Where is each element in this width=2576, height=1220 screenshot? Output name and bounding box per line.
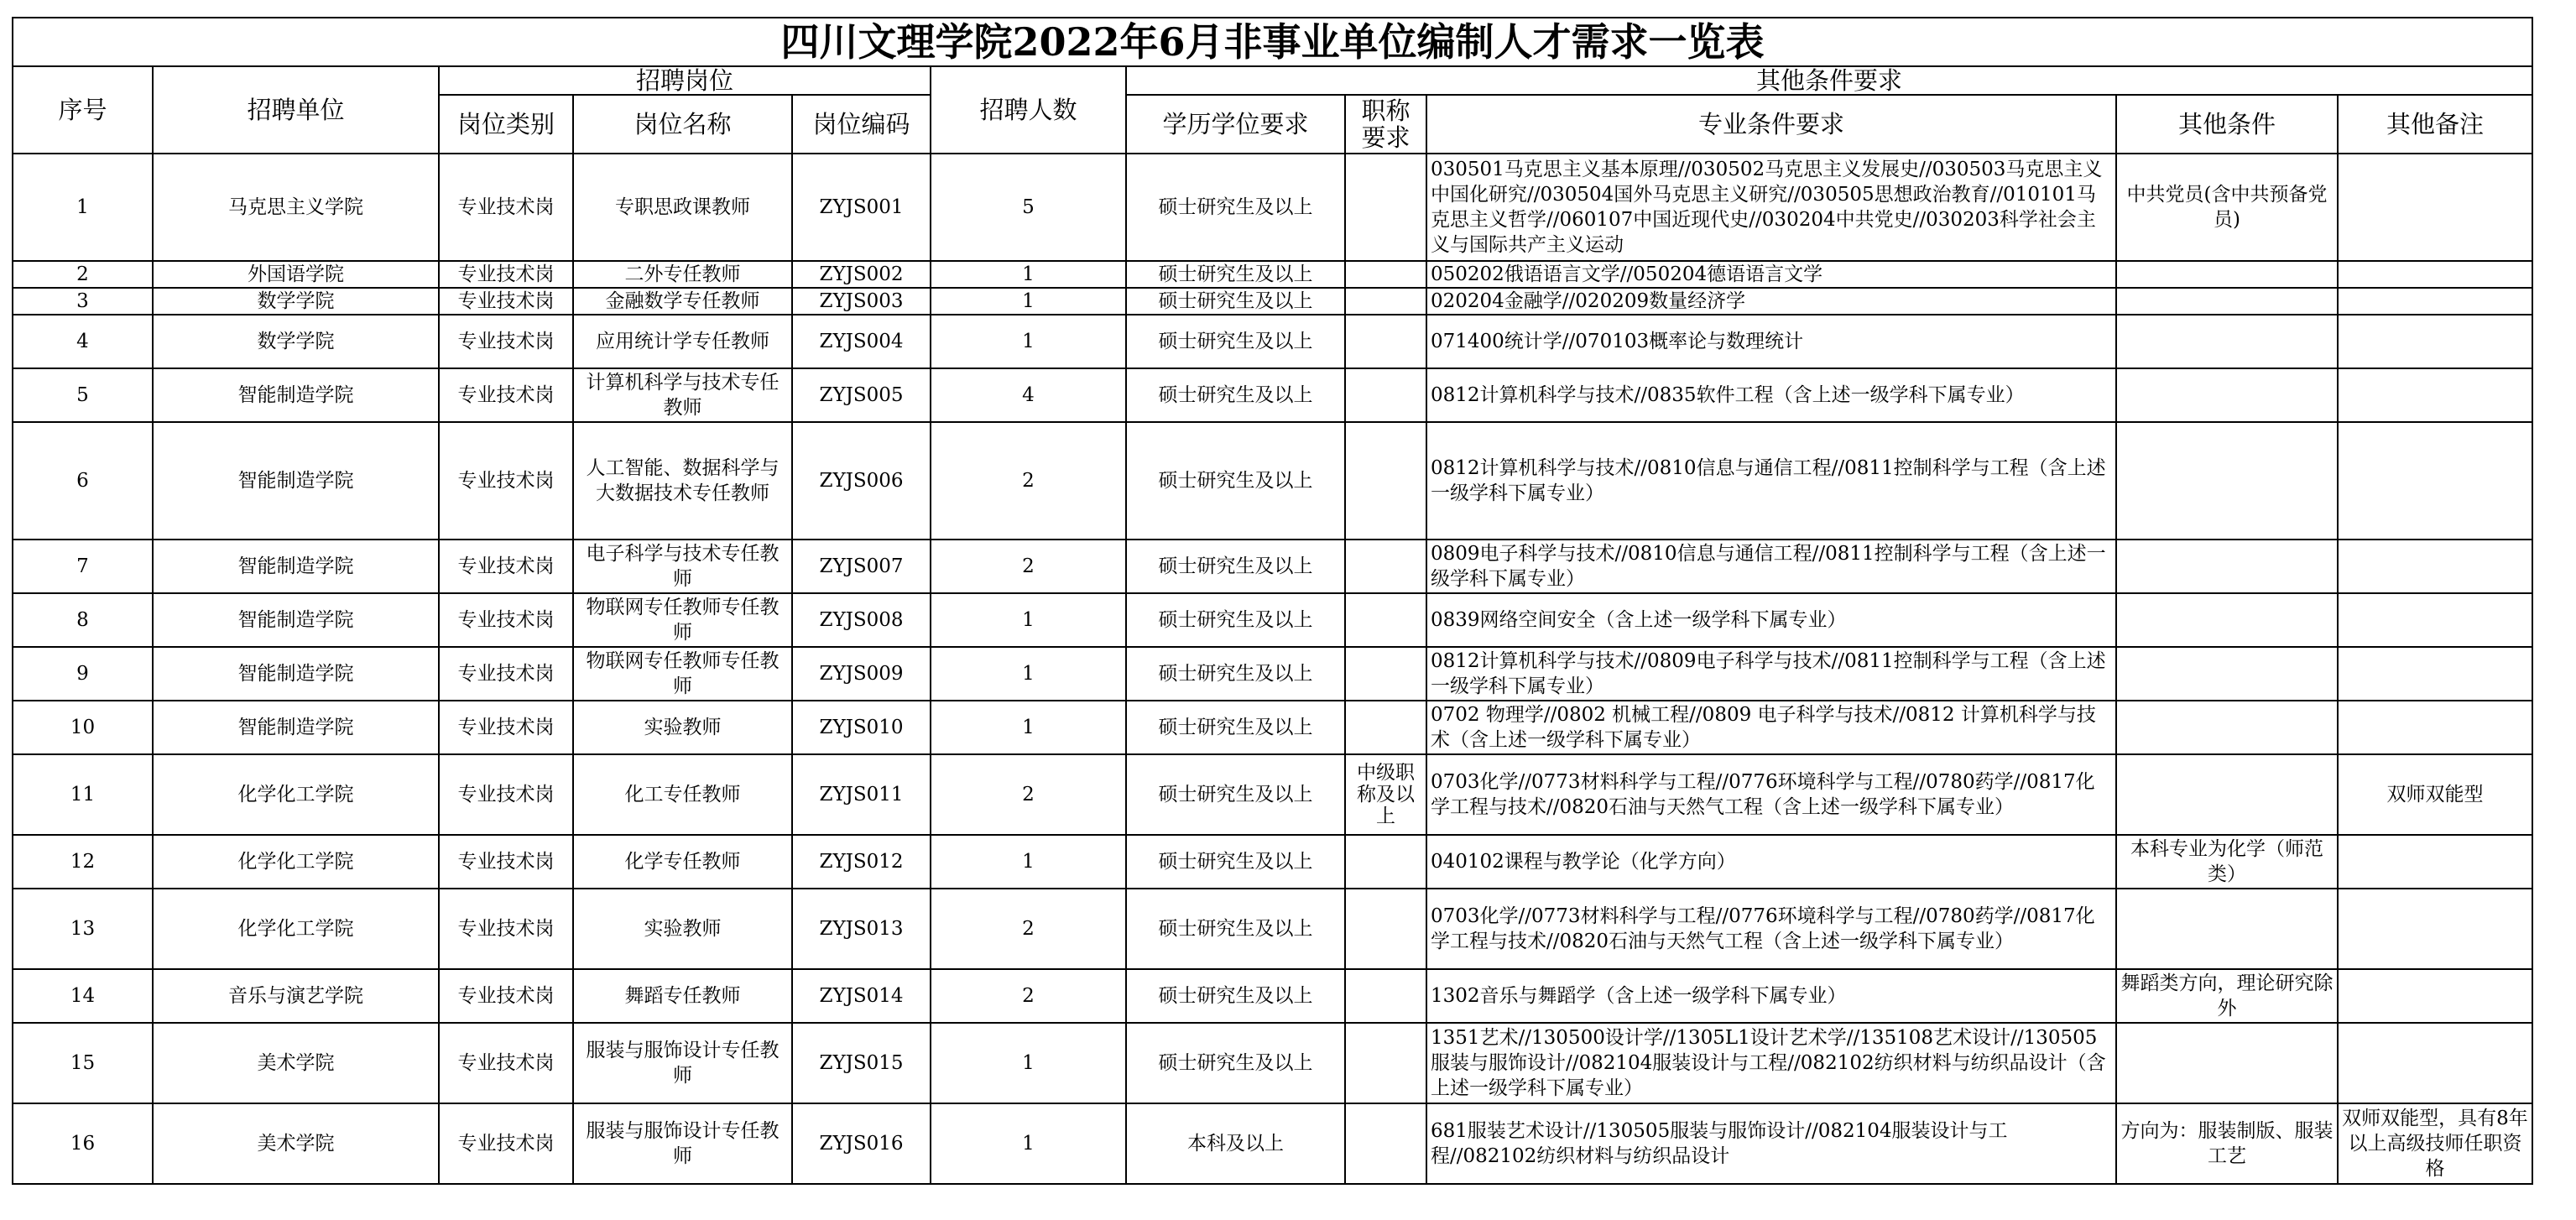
cell-unit: 智能制造学院	[153, 368, 439, 422]
cell-other	[2116, 1023, 2338, 1103]
cell-post-code: ZYJS013	[792, 889, 931, 969]
cell-education: 硕士研究生及以上	[1126, 593, 1345, 647]
table-row	[13, 261, 2532, 288]
cell-unit: 智能制造学院	[153, 593, 439, 647]
table-row	[13, 593, 2532, 647]
cell-education: 硕士研究生及以上	[1126, 368, 1345, 422]
cell-education: 本科及以上	[1126, 1103, 1345, 1184]
cell-unit: 数学学院	[153, 288, 439, 315]
cell-count: 1	[931, 288, 1126, 315]
cell-remarks	[2338, 701, 2532, 754]
cell-other: 中共党员(含中共预备党员)	[2116, 154, 2338, 261]
cell-count: 1	[931, 315, 1126, 368]
cell-count: 5	[931, 154, 1126, 261]
cell-major: 050202俄语语言文学//050204德语语言文学	[1426, 261, 2116, 288]
cell-category: 专业技术岗	[439, 593, 573, 647]
cell-major: 681服装艺术设计//130505服装与服饰设计//082104服装设计与工程//082102纺织材料与纺织品设计	[1426, 1103, 2116, 1184]
cell-major: 071400统计学//070103概率论与数理统计	[1426, 315, 2116, 368]
cell-post-name: 金融数学专任教师	[573, 288, 792, 315]
cell-unit: 智能制造学院	[153, 422, 439, 540]
cell-remarks: 双师双能型	[2338, 754, 2532, 835]
table-row	[13, 647, 2532, 701]
header-count: 招聘人数	[931, 66, 1126, 154]
header-title-req: 职称要求	[1345, 95, 1426, 154]
requirements-table	[12, 17, 2533, 1185]
cell-no: 6	[13, 422, 153, 540]
cell-count: 1	[931, 647, 1126, 701]
cell-title-req	[1345, 315, 1426, 368]
cell-other	[2116, 889, 2338, 969]
cell-count: 1	[931, 701, 1126, 754]
cell-post-code: ZYJS011	[792, 754, 931, 835]
cell-no: 10	[13, 701, 153, 754]
cell-category: 专业技术岗	[439, 969, 573, 1023]
cell-count: 2	[931, 754, 1126, 835]
cell-remarks	[2338, 889, 2532, 969]
cell-category: 专业技术岗	[439, 422, 573, 540]
cell-education: 硕士研究生及以上	[1126, 154, 1345, 261]
cell-no: 1	[13, 154, 153, 261]
header-other-group: 其他条件要求	[1126, 66, 2532, 95]
cell-count: 1	[931, 835, 1126, 889]
table-row	[13, 288, 2532, 315]
cell-post-name: 化工专任教师	[573, 754, 792, 835]
cell-major: 1302音乐与舞蹈学（含上述一级学科下属专业）	[1426, 969, 2116, 1023]
cell-title-req	[1345, 647, 1426, 701]
cell-post-name: 物联网专任教师专任教师	[573, 647, 792, 701]
table-row	[13, 422, 2532, 540]
cell-category: 专业技术岗	[439, 154, 573, 261]
cell-remarks	[2338, 154, 2532, 261]
cell-major: 020204金融学//020209数量经济学	[1426, 288, 2116, 315]
cell-post-code: ZYJS005	[792, 368, 931, 422]
requirements-sheet	[12, 17, 2533, 1185]
cell-major: 0812计算机科学与技术//0835软件工程（含上述一级学科下属专业）	[1426, 368, 2116, 422]
cell-other	[2116, 647, 2338, 701]
cell-post-code: ZYJS004	[792, 315, 931, 368]
cell-count: 2	[931, 540, 1126, 593]
cell-category: 专业技术岗	[439, 315, 573, 368]
header-position-group: 招聘岗位	[439, 66, 931, 95]
cell-no: 12	[13, 835, 153, 889]
cell-title-req	[1345, 593, 1426, 647]
cell-post-code: ZYJS012	[792, 835, 931, 889]
cell-education: 硕士研究生及以上	[1126, 540, 1345, 593]
cell-unit: 智能制造学院	[153, 647, 439, 701]
header-education: 学历学位要求	[1126, 95, 1345, 154]
cell-count: 1	[931, 593, 1126, 647]
cell-title-req: 中级职称及以上	[1345, 754, 1426, 835]
cell-remarks	[2338, 422, 2532, 540]
cell-category: 专业技术岗	[439, 288, 573, 315]
table-row	[13, 1103, 2532, 1184]
cell-title-req	[1345, 261, 1426, 288]
cell-count: 1	[931, 1023, 1126, 1103]
cell-remarks	[2338, 315, 2532, 368]
cell-remarks	[2338, 540, 2532, 593]
cell-remarks	[2338, 1023, 2532, 1103]
table-row	[13, 1023, 2532, 1103]
cell-post-code: ZYJS008	[792, 593, 931, 647]
cell-category: 专业技术岗	[439, 835, 573, 889]
cell-post-name: 服装与服饰设计专任教师	[573, 1103, 792, 1184]
cell-major: 0703化学//0773材料科学与工程//0776环境科学与工程//0780药学//0817化学工程与技术//0820石油与天然气工程（含上述一级学科下属专业）	[1426, 754, 2116, 835]
cell-no: 8	[13, 593, 153, 647]
cell-post-code: ZYJS001	[792, 154, 931, 261]
cell-post-code: ZYJS009	[792, 647, 931, 701]
cell-count: 2	[931, 969, 1126, 1023]
cell-post-name: 应用统计学专任教师	[573, 315, 792, 368]
cell-education: 硕士研究生及以上	[1126, 647, 1345, 701]
cell-post-code: ZYJS016	[792, 1103, 931, 1184]
cell-education: 硕士研究生及以上	[1126, 422, 1345, 540]
cell-education: 硕士研究生及以上	[1126, 1023, 1345, 1103]
cell-title-req	[1345, 1103, 1426, 1184]
table-row	[13, 701, 2532, 754]
cell-post-name: 实验教师	[573, 889, 792, 969]
cell-no: 11	[13, 754, 153, 835]
header-unit: 招聘单位	[153, 66, 439, 154]
cell-post-name: 物联网专任教师专任教师	[573, 593, 792, 647]
cell-other	[2116, 261, 2338, 288]
cell-remarks	[2338, 261, 2532, 288]
cell-unit: 音乐与演艺学院	[153, 969, 439, 1023]
cell-education: 硕士研究生及以上	[1126, 315, 1345, 368]
cell-title-req	[1345, 422, 1426, 540]
cell-major: 1351艺术//130500设计学//1305L1设计艺术学//135108艺术设计//130505服装与服饰设计//082104服装设计与工程//082102纺织材料与纺织品设计（含上述一级学科下属专业）	[1426, 1023, 2116, 1103]
cell-no: 9	[13, 647, 153, 701]
cell-post-name: 专职思政课教师	[573, 154, 792, 261]
cell-major: 040102课程与教学论（化学方向）	[1426, 835, 2116, 889]
cell-title-req	[1345, 969, 1426, 1023]
cell-major: 0839网络空间安全（含上述一级学科下属专业）	[1426, 593, 2116, 647]
cell-post-code: ZYJS007	[792, 540, 931, 593]
table-row	[13, 969, 2532, 1023]
cell-category: 专业技术岗	[439, 889, 573, 969]
cell-major: 0812计算机科学与技术//0809电子科学与技术//0811控制科学与工程（含上述一级学科下属专业）	[1426, 647, 2116, 701]
cell-title-req	[1345, 288, 1426, 315]
cell-education: 硕士研究生及以上	[1126, 969, 1345, 1023]
cell-major: 0702 物理学//0802 机械工程//0809 电子科学与技术//0812 计算机科学与技术（含上述一级学科下属专业）	[1426, 701, 2116, 754]
cell-major: 0809电子科学与技术//0810信息与通信工程//0811控制科学与工程（含上述一级学科下属专业）	[1426, 540, 2116, 593]
cell-post-code: ZYJS014	[792, 969, 931, 1023]
table-row	[13, 835, 2532, 889]
cell-unit: 马克思主义学院	[153, 154, 439, 261]
cell-unit: 化学化工学院	[153, 835, 439, 889]
cell-category: 专业技术岗	[439, 368, 573, 422]
cell-post-name: 人工智能、数据科学与大数据技术专任教师	[573, 422, 792, 540]
cell-unit: 数学学院	[153, 315, 439, 368]
cell-no: 7	[13, 540, 153, 593]
cell-post-code: ZYJS010	[792, 701, 931, 754]
cell-no: 4	[13, 315, 153, 368]
cell-education: 硕士研究生及以上	[1126, 261, 1345, 288]
cell-other	[2116, 593, 2338, 647]
cell-remarks: 双师双能型，具有8年以上高级技师任职资格	[2338, 1103, 2532, 1184]
cell-category: 专业技术岗	[439, 754, 573, 835]
cell-other	[2116, 540, 2338, 593]
cell-other: 方向为：服装制版、服装工艺	[2116, 1103, 2338, 1184]
header-major: 专业条件要求	[1426, 95, 2116, 154]
cell-post-name: 计算机科学与技术专任教师	[573, 368, 792, 422]
cell-education: 硕士研究生及以上	[1126, 701, 1345, 754]
table-row	[13, 154, 2532, 261]
cell-major: 0812计算机科学与技术//0810信息与通信工程//0811控制科学与工程（含上述一级学科下属专业）	[1426, 422, 2116, 540]
cell-other	[2116, 701, 2338, 754]
table-row	[13, 754, 2532, 835]
table-row	[13, 368, 2532, 422]
cell-count: 1	[931, 1103, 1126, 1184]
cell-post-name: 实验教师	[573, 701, 792, 754]
header-remarks: 其他备注	[2338, 95, 2532, 154]
cell-other	[2116, 754, 2338, 835]
header-post-name: 岗位名称	[573, 95, 792, 154]
cell-remarks	[2338, 593, 2532, 647]
cell-category: 专业技术岗	[439, 1103, 573, 1184]
cell-unit: 化学化工学院	[153, 754, 439, 835]
cell-other	[2116, 368, 2338, 422]
cell-remarks	[2338, 835, 2532, 889]
cell-count: 2	[931, 889, 1126, 969]
cell-title-req	[1345, 889, 1426, 969]
table-row	[13, 315, 2532, 368]
cell-no: 15	[13, 1023, 153, 1103]
header-other-cond: 其他条件	[2116, 95, 2338, 154]
cell-category: 专业技术岗	[439, 261, 573, 288]
cell-other	[2116, 288, 2338, 315]
cell-other	[2116, 315, 2338, 368]
cell-count: 4	[931, 368, 1126, 422]
cell-category: 专业技术岗	[439, 701, 573, 754]
cell-count: 2	[931, 422, 1126, 540]
cell-category: 专业技术岗	[439, 540, 573, 593]
cell-title-req	[1345, 154, 1426, 261]
cell-title-req	[1345, 701, 1426, 754]
cell-major: 0703化学//0773材料科学与工程//0776环境科学与工程//0780药学//0817化学工程与技术//0820石油与天然气工程（含上述一级学科下属专业）	[1426, 889, 2116, 969]
cell-unit: 化学化工学院	[153, 889, 439, 969]
cell-title-req	[1345, 368, 1426, 422]
cell-education: 硕士研究生及以上	[1126, 889, 1345, 969]
header-post-code: 岗位编码	[792, 95, 931, 154]
cell-no: 5	[13, 368, 153, 422]
cell-unit: 美术学院	[153, 1023, 439, 1103]
cell-major: 030501马克思主义基本原理//030502马克思主义发展史//030503马克思主义中国化研究//030504国外马克思主义研究//030505思想政治教育//010101马克思主义哲学//060107中国近现代史//030204中共党史//030203科学社会主义与国际共产主义运动	[1426, 154, 2116, 261]
cell-education: 硕士研究生及以上	[1126, 835, 1345, 889]
cell-no: 16	[13, 1103, 153, 1184]
cell-no: 2	[13, 261, 153, 288]
cell-remarks	[2338, 647, 2532, 701]
cell-remarks	[2338, 368, 2532, 422]
cell-title-req	[1345, 1023, 1426, 1103]
cell-post-name: 电子科学与技术专任教师	[573, 540, 792, 593]
cell-title-req	[1345, 540, 1426, 593]
cell-other: 舞蹈类方向，理论研究除外	[2116, 969, 2338, 1023]
header-no: 序号	[13, 66, 153, 154]
table-row	[13, 540, 2532, 593]
cell-no: 3	[13, 288, 153, 315]
cell-post-name: 服装与服饰设计专任教师	[573, 1023, 792, 1103]
cell-unit: 智能制造学院	[153, 701, 439, 754]
cell-other: 本科专业为化学（师范类）	[2116, 835, 2338, 889]
cell-no: 13	[13, 889, 153, 969]
cell-remarks	[2338, 969, 2532, 1023]
cell-no: 14	[13, 969, 153, 1023]
page-title: 四川文理学院2022年6月非事业单位编制人才需求一览表	[13, 18, 2532, 66]
cell-unit: 智能制造学院	[153, 540, 439, 593]
header-category: 岗位类别	[439, 95, 573, 154]
cell-unit: 外国语学院	[153, 261, 439, 288]
cell-post-code: ZYJS002	[792, 261, 931, 288]
cell-education: 硕士研究生及以上	[1126, 754, 1345, 835]
cell-title-req	[1345, 835, 1426, 889]
cell-post-code: ZYJS003	[792, 288, 931, 315]
cell-post-code: ZYJS006	[792, 422, 931, 540]
table-row	[13, 889, 2532, 969]
cell-category: 专业技术岗	[439, 1023, 573, 1103]
cell-post-name: 化学专任教师	[573, 835, 792, 889]
cell-remarks	[2338, 288, 2532, 315]
cell-post-name: 舞蹈专任教师	[573, 969, 792, 1023]
cell-post-name: 二外专任教师	[573, 261, 792, 288]
cell-count: 1	[931, 261, 1126, 288]
cell-education: 硕士研究生及以上	[1126, 288, 1345, 315]
cell-other	[2116, 422, 2338, 540]
cell-unit: 美术学院	[153, 1103, 439, 1184]
cell-post-code: ZYJS015	[792, 1023, 931, 1103]
cell-category: 专业技术岗	[439, 647, 573, 701]
